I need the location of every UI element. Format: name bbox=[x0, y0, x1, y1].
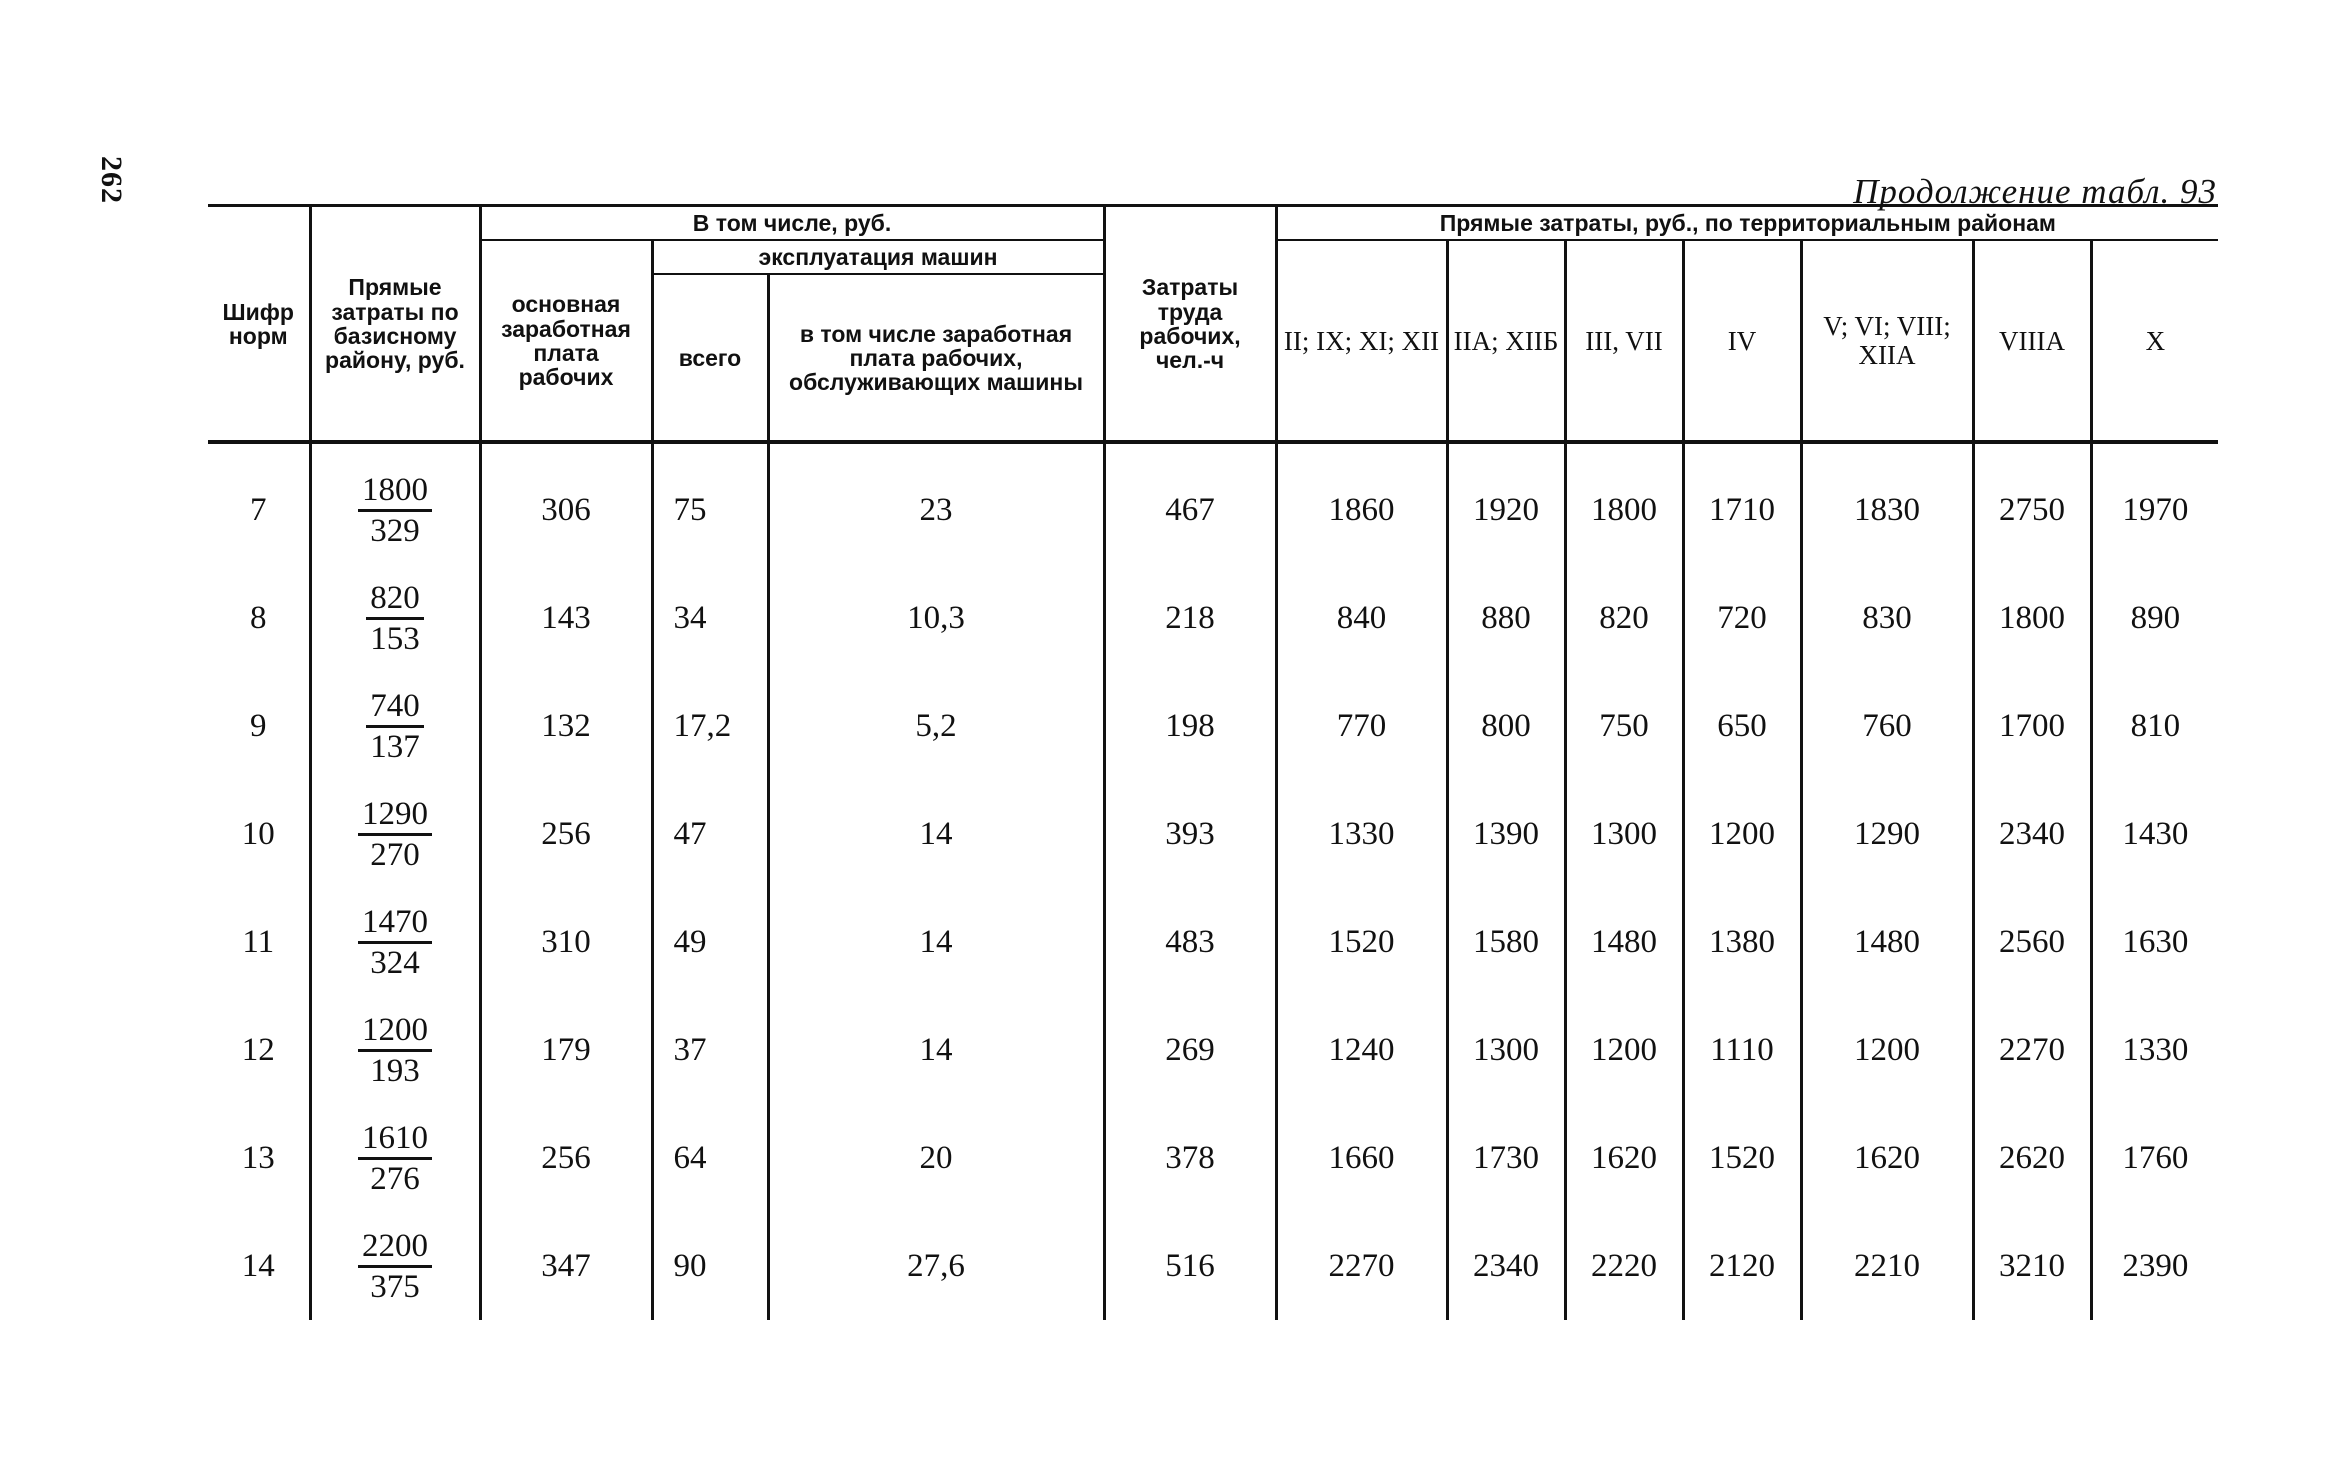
fraction bbox=[358, 1121, 432, 1197]
fraction-numerator: 1800 bbox=[358, 473, 432, 513]
cell-machine-wage: 27,6 bbox=[768, 1212, 1104, 1320]
cell-machine-wage: 5,2 bbox=[768, 672, 1104, 780]
cell-region-5: 1290 bbox=[1801, 780, 1973, 888]
cell-labor: 467 bbox=[1104, 442, 1276, 564]
fraction-denominator: 375 bbox=[370, 1269, 420, 1306]
cell-region-2: 800 bbox=[1447, 672, 1565, 780]
fraction-numerator: 1290 bbox=[358, 797, 432, 837]
cell-region-5: 1480 bbox=[1801, 888, 1973, 996]
fraction-denominator: 324 bbox=[370, 945, 420, 982]
cell-region-7: 1970 bbox=[2091, 442, 2218, 564]
cell-machine-wage: 14 bbox=[768, 780, 1104, 888]
cell-region-3: 1300 bbox=[1565, 780, 1683, 888]
cell-region-7: 890 bbox=[2091, 564, 2218, 672]
cell-region-5: 1620 bbox=[1801, 1104, 1973, 1212]
cell-region-1: 1520 bbox=[1276, 888, 1447, 996]
fraction-denominator: 276 bbox=[370, 1161, 420, 1198]
cell-direct-costs-base bbox=[310, 1104, 480, 1212]
fraction-numerator: 1200 bbox=[358, 1013, 432, 1053]
cell-direct-costs-base bbox=[310, 996, 480, 1104]
header-region-5: V; VI; VIII; XIIA bbox=[1801, 240, 1973, 442]
fraction-numerator: 1610 bbox=[358, 1121, 432, 1161]
cell-region-3: 1480 bbox=[1565, 888, 1683, 996]
cell-region-4: 1520 bbox=[1683, 1104, 1801, 1212]
cell-region-5: 1830 bbox=[1801, 442, 1973, 564]
cell-region-6: 2620 bbox=[1973, 1104, 2091, 1212]
cell-region-3: 1800 bbox=[1565, 442, 1683, 564]
table-row bbox=[208, 888, 2218, 996]
fraction bbox=[366, 689, 424, 765]
cell-base-wage: 256 bbox=[480, 780, 652, 888]
cell-region-7: 810 bbox=[2091, 672, 2218, 780]
cell-machine-total: 75 bbox=[652, 442, 768, 564]
fraction-numerator: 1470 bbox=[358, 905, 432, 945]
cell-region-4: 1710 bbox=[1683, 442, 1801, 564]
cell-direct-costs-base bbox=[310, 1212, 480, 1320]
header-machine-wage: в том числе заработная плата рабочих, обслуживающих машины bbox=[768, 274, 1104, 442]
header-region-2: IIA; XIIБ bbox=[1447, 240, 1565, 442]
cell-direct-costs-base bbox=[310, 564, 480, 672]
fraction-numerator: 820 bbox=[366, 581, 424, 621]
cell-region-3: 2220 bbox=[1565, 1212, 1683, 1320]
table-header bbox=[208, 206, 2218, 443]
header-machine-group: эксплуатация машин bbox=[652, 240, 1104, 274]
header-incl-group: В том числе, руб. bbox=[480, 206, 1104, 241]
cell-machine-wage: 14 bbox=[768, 996, 1104, 1104]
header-regions-group: Прямые затраты, руб., по территориальным районам bbox=[1276, 206, 2218, 241]
cell-machine-wage: 10,3 bbox=[768, 564, 1104, 672]
fraction-denominator: 153 bbox=[370, 621, 420, 658]
fraction bbox=[366, 581, 424, 657]
cell-region-6: 1700 bbox=[1973, 672, 2091, 780]
cell-region-2: 1730 bbox=[1447, 1104, 1565, 1212]
cell-machine-wage: 20 bbox=[768, 1104, 1104, 1212]
cell-machine-total: 17,2 bbox=[652, 672, 768, 780]
cell-labor: 269 bbox=[1104, 996, 1276, 1104]
header-code: Шифр норм bbox=[208, 206, 310, 443]
cell-machine-wage: 23 bbox=[768, 442, 1104, 564]
cell-labor: 483 bbox=[1104, 888, 1276, 996]
cell-base-wage: 347 bbox=[480, 1212, 652, 1320]
cell-region-6: 2340 bbox=[1973, 780, 2091, 888]
cell-region-1: 2270 bbox=[1276, 1212, 1447, 1320]
cell-machine-total: 34 bbox=[652, 564, 768, 672]
header-direct-costs-base: Прямые затраты по базисному району, руб. bbox=[310, 206, 480, 443]
cell-region-5: 760 bbox=[1801, 672, 1973, 780]
cell-region-4: 1200 bbox=[1683, 780, 1801, 888]
cell-region-7: 2390 bbox=[2091, 1212, 2218, 1320]
cell-region-6: 2560 bbox=[1973, 888, 2091, 996]
table-row bbox=[208, 442, 2218, 564]
cell-region-4: 1110 bbox=[1683, 996, 1801, 1104]
cell-machine-total: 47 bbox=[652, 780, 768, 888]
cell-region-3: 750 bbox=[1565, 672, 1683, 780]
cell-base-wage: 306 bbox=[480, 442, 652, 564]
fraction bbox=[358, 1013, 432, 1089]
header-machine-total: всего bbox=[652, 274, 768, 442]
cell-machine-total: 49 bbox=[652, 888, 768, 996]
cell-region-2: 1580 bbox=[1447, 888, 1565, 996]
fraction bbox=[358, 1229, 432, 1305]
cell-machine-wage: 14 bbox=[768, 888, 1104, 996]
cell-region-6: 3210 bbox=[1973, 1212, 2091, 1320]
table-row bbox=[208, 1212, 2218, 1320]
cell-direct-costs-base bbox=[310, 780, 480, 888]
cell-base-wage: 132 bbox=[480, 672, 652, 780]
cell-machine-total: 37 bbox=[652, 996, 768, 1104]
cell-labor: 198 bbox=[1104, 672, 1276, 780]
fraction-denominator: 329 bbox=[370, 513, 420, 550]
cell-labor: 393 bbox=[1104, 780, 1276, 888]
cell-code: 10 bbox=[241, 815, 275, 852]
fraction-denominator: 270 bbox=[370, 837, 420, 874]
cell-region-1: 1660 bbox=[1276, 1104, 1447, 1212]
cell-region-2: 1300 bbox=[1447, 996, 1565, 1104]
cell-region-4: 650 bbox=[1683, 672, 1801, 780]
cell-labor: 516 bbox=[1104, 1212, 1276, 1320]
fraction bbox=[358, 797, 432, 873]
cost-table bbox=[208, 204, 2218, 1320]
cell-code: 12 bbox=[241, 1031, 275, 1068]
cell-region-1: 1330 bbox=[1276, 780, 1447, 888]
cell-direct-costs-base bbox=[310, 672, 480, 780]
table-row bbox=[208, 996, 2218, 1104]
cell-region-1: 770 bbox=[1276, 672, 1447, 780]
cell-code: 8 bbox=[250, 599, 267, 636]
cell-region-2: 880 bbox=[1447, 564, 1565, 672]
header-base-wage: основная заработная плата рабочих bbox=[480, 240, 652, 442]
header-region-1: II; IX; XI; XII bbox=[1276, 240, 1447, 442]
table-row bbox=[208, 672, 2218, 780]
cell-region-1: 1240 bbox=[1276, 996, 1447, 1104]
page-number: 262 bbox=[95, 156, 128, 204]
cell-region-3: 820 bbox=[1565, 564, 1683, 672]
cell-region-3: 1620 bbox=[1565, 1104, 1683, 1212]
cell-base-wage: 310 bbox=[480, 888, 652, 996]
cell-region-6: 2750 bbox=[1973, 442, 2091, 564]
cell-code: 11 bbox=[242, 923, 275, 960]
cell-region-7: 1430 bbox=[2091, 780, 2218, 888]
cell-base-wage: 179 bbox=[480, 996, 652, 1104]
cell-region-1: 840 bbox=[1276, 564, 1447, 672]
header-region-4: IV bbox=[1683, 240, 1801, 442]
cell-region-2: 1920 bbox=[1447, 442, 1565, 564]
header-region-7: X bbox=[2091, 240, 2218, 442]
cell-region-5: 1200 bbox=[1801, 996, 1973, 1104]
cell-base-wage: 256 bbox=[480, 1104, 652, 1212]
table-caption: Продолжение табл. 93 bbox=[1853, 172, 2217, 211]
table-row bbox=[208, 564, 2218, 672]
fraction-denominator: 137 bbox=[370, 729, 420, 766]
cell-direct-costs-base bbox=[310, 442, 480, 564]
header-region-6: VIIIA bbox=[1973, 240, 2091, 442]
table-row bbox=[208, 1104, 2218, 1212]
cell-code: 9 bbox=[250, 707, 267, 744]
fraction bbox=[358, 473, 432, 549]
cell-region-7: 1760 bbox=[2091, 1104, 2218, 1212]
cell-code: 13 bbox=[241, 1139, 275, 1176]
table-row bbox=[208, 780, 2218, 888]
cell-region-6: 2270 bbox=[1973, 996, 2091, 1104]
fraction bbox=[358, 905, 432, 981]
cell-region-2: 1390 bbox=[1447, 780, 1565, 888]
table-body bbox=[208, 442, 2218, 1320]
header-region-3: III, VII bbox=[1565, 240, 1683, 442]
fraction-denominator: 193 bbox=[370, 1053, 420, 1090]
cell-region-4: 2120 bbox=[1683, 1212, 1801, 1320]
cell-labor: 218 bbox=[1104, 564, 1276, 672]
cell-region-7: 1330 bbox=[2091, 996, 2218, 1104]
cost-table-container bbox=[208, 204, 2218, 1320]
cell-code: 7 bbox=[250, 491, 267, 528]
cell-region-6: 1800 bbox=[1973, 564, 2091, 672]
cell-region-1: 1860 bbox=[1276, 442, 1447, 564]
cell-region-4: 1380 bbox=[1683, 888, 1801, 996]
fraction-numerator: 2200 bbox=[358, 1229, 432, 1269]
cell-region-7: 1630 bbox=[2091, 888, 2218, 996]
cell-region-4: 720 bbox=[1683, 564, 1801, 672]
header-labor: Затраты труда рабочих, чел.-ч bbox=[1104, 206, 1276, 443]
cell-machine-total: 64 bbox=[652, 1104, 768, 1212]
cell-region-2: 2340 bbox=[1447, 1212, 1565, 1320]
cell-region-5: 2210 bbox=[1801, 1212, 1973, 1320]
cell-region-3: 1200 bbox=[1565, 996, 1683, 1104]
fraction-numerator: 740 bbox=[366, 689, 424, 729]
cell-region-5: 830 bbox=[1801, 564, 1973, 672]
cell-base-wage: 143 bbox=[480, 564, 652, 672]
cell-machine-total: 90 bbox=[652, 1212, 768, 1320]
cell-labor: 378 bbox=[1104, 1104, 1276, 1212]
cell-code: 14 bbox=[241, 1247, 275, 1284]
cell-direct-costs-base bbox=[310, 888, 480, 996]
